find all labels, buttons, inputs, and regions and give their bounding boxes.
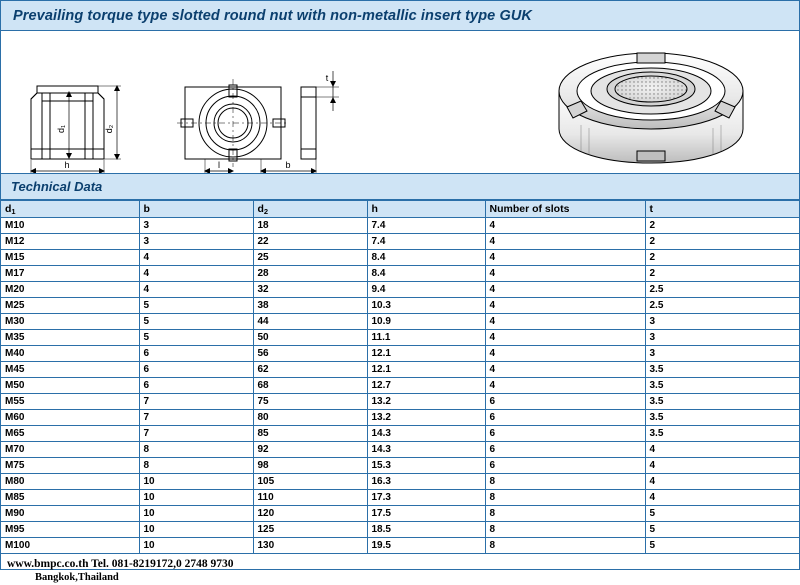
- table-cell: 50: [253, 330, 367, 346]
- table-cell: 17.5: [367, 506, 485, 522]
- table-cell: 3.5: [645, 394, 799, 410]
- table-cell: 3.5: [645, 426, 799, 442]
- table-cell: 105: [253, 474, 367, 490]
- table-cell: M90: [1, 506, 139, 522]
- table-cell: 7: [139, 410, 253, 426]
- table-row: [1, 266, 799, 282]
- table-cell: M10: [1, 218, 139, 234]
- table-cell: M75: [1, 458, 139, 474]
- table-cell: 2: [645, 250, 799, 266]
- table-cell: 28: [253, 266, 367, 282]
- column-header-slots: [485, 201, 645, 218]
- table-cell: 3: [139, 218, 253, 234]
- column-header-label: t: [649, 202, 653, 215]
- table-cell: 2: [645, 234, 799, 250]
- footer-contact: www.bmpc.co.th Tel. 081-8219172,0 2748 9730: [7, 558, 234, 570]
- column-header-d1: [1, 201, 139, 218]
- table-cell: 75: [253, 394, 367, 410]
- table-cell: M12: [1, 234, 139, 250]
- drawing-area: [1, 31, 799, 174]
- table-cell: 130: [253, 538, 367, 554]
- column-header-d2: [253, 201, 367, 218]
- column-header-sub: 2: [263, 206, 269, 216]
- dim-label-b: b: [285, 160, 291, 170]
- page-title: Prevailing torque type slotted round nut with non-metallic insert type GUK: [13, 7, 532, 24]
- table-cell: 5: [645, 522, 799, 538]
- table-cell: 19.5: [367, 538, 485, 554]
- table-cell: 110: [253, 490, 367, 506]
- table-cell: 56: [253, 346, 367, 362]
- table-row: [1, 298, 799, 314]
- table-cell: 6: [139, 362, 253, 378]
- table-cell: 62: [253, 362, 367, 378]
- table-cell: M50: [1, 378, 139, 394]
- table-cell: 6: [485, 410, 645, 426]
- table-cell: 4: [139, 282, 253, 298]
- table-row: [1, 522, 799, 538]
- table-cell: 4: [645, 458, 799, 474]
- column-header-t: [645, 201, 799, 218]
- technical-data-header: [1, 174, 799, 200]
- table-row: [1, 346, 799, 362]
- table-row: [1, 234, 799, 250]
- table-cell: M100: [1, 538, 139, 554]
- table-cell: M65: [1, 426, 139, 442]
- table-cell: 14.3: [367, 426, 485, 442]
- table-cell: 5: [139, 314, 253, 330]
- table-cell: 12.1: [367, 362, 485, 378]
- table-cell: M85: [1, 490, 139, 506]
- technical-data-table: [1, 200, 799, 554]
- table-cell: M60: [1, 410, 139, 426]
- table-cell: M55: [1, 394, 139, 410]
- table-cell: M70: [1, 442, 139, 458]
- column-header-label: Number of slots: [489, 202, 570, 215]
- table-cell: 6: [139, 346, 253, 362]
- table-cell: 8.4: [367, 250, 485, 266]
- column-header-label: d: [257, 202, 264, 215]
- table-cell: M25: [1, 298, 139, 314]
- technical-data-title: Technical Data: [11, 179, 103, 194]
- table-cell: 10.3: [367, 298, 485, 314]
- dim-label-l: l: [218, 160, 220, 170]
- table-cell: 6: [485, 394, 645, 410]
- table-cell: M17: [1, 266, 139, 282]
- table-cell: 4: [485, 218, 645, 234]
- table-cell: 10: [139, 538, 253, 554]
- table-cell: 4: [485, 378, 645, 394]
- table-cell: M45: [1, 362, 139, 378]
- table-cell: 13.2: [367, 410, 485, 426]
- dim-label-d1: d₁: [56, 124, 66, 134]
- table-cell: 32: [253, 282, 367, 298]
- table-cell: 5: [645, 538, 799, 554]
- table-cell: 5: [139, 330, 253, 346]
- table-row: [1, 314, 799, 330]
- table-row: [1, 330, 799, 346]
- table-cell: 4: [485, 282, 645, 298]
- table-cell: 3.5: [645, 362, 799, 378]
- table-cell: 3: [139, 234, 253, 250]
- table-cell: 7.4: [367, 234, 485, 250]
- table-header-row: [1, 201, 799, 218]
- column-header-h: [367, 201, 485, 218]
- table-row: [1, 362, 799, 378]
- table-row: [1, 410, 799, 426]
- table-cell: 18.5: [367, 522, 485, 538]
- table-cell: 5: [139, 298, 253, 314]
- table-cell: 16.3: [367, 474, 485, 490]
- table-cell: 4: [139, 250, 253, 266]
- table-cell: M30: [1, 314, 139, 330]
- table-cell: 38: [253, 298, 367, 314]
- table-cell: 5: [645, 506, 799, 522]
- table-row: [1, 458, 799, 474]
- table-cell: 9.4: [367, 282, 485, 298]
- table-cell: 6: [485, 442, 645, 458]
- table-row: [1, 378, 799, 394]
- table-row: [1, 474, 799, 490]
- table-cell: 120: [253, 506, 367, 522]
- table-cell: 4: [485, 314, 645, 330]
- table-cell: 15.3: [367, 458, 485, 474]
- table-cell: 10: [139, 474, 253, 490]
- dim-label-t: t: [325, 73, 329, 83]
- isometric-view-drawing: [541, 33, 791, 173]
- table-row: [1, 394, 799, 410]
- table-cell: M80: [1, 474, 139, 490]
- table-cell: 10: [139, 490, 253, 506]
- table-cell: 6: [485, 458, 645, 474]
- table-cell: 4: [485, 266, 645, 282]
- table-row: [1, 538, 799, 554]
- table-cell: 8: [139, 458, 253, 474]
- table-cell: M20: [1, 282, 139, 298]
- footer-location: Bangkok,Thailand: [35, 572, 119, 583]
- table-cell: 3.5: [645, 410, 799, 426]
- table-cell: 7: [139, 394, 253, 410]
- table-cell: 12.7: [367, 378, 485, 394]
- table-cell: 25: [253, 250, 367, 266]
- table-cell: M15: [1, 250, 139, 266]
- table-cell: 8.4: [367, 266, 485, 282]
- table-cell: 12.1: [367, 346, 485, 362]
- table-cell: M35: [1, 330, 139, 346]
- table-cell: 10: [139, 506, 253, 522]
- dim-label-d2: d₂: [104, 124, 114, 134]
- table-cell: 4: [485, 346, 645, 362]
- table-cell: 3.5: [645, 378, 799, 394]
- table-cell: 4: [485, 362, 645, 378]
- table-cell: 2: [645, 218, 799, 234]
- column-header-label: h: [371, 202, 378, 215]
- table-cell: 44: [253, 314, 367, 330]
- table-cell: 2: [645, 266, 799, 282]
- table-cell: 8: [485, 506, 645, 522]
- front-view-drawing: [161, 31, 461, 173]
- dim-label-h: h: [64, 160, 70, 170]
- table-cell: 8: [485, 490, 645, 506]
- table-cell: 2.5: [645, 298, 799, 314]
- table-cell: 4: [485, 234, 645, 250]
- table-row: [1, 506, 799, 522]
- table-cell: 4: [645, 490, 799, 506]
- table-cell: 17.3: [367, 490, 485, 506]
- table-cell: 85: [253, 426, 367, 442]
- table-cell: 98: [253, 458, 367, 474]
- table-cell: 4: [485, 250, 645, 266]
- table-cell: M40: [1, 346, 139, 362]
- table-cell: 4: [485, 330, 645, 346]
- table-row: [1, 490, 799, 506]
- section-view-drawing: [9, 31, 159, 173]
- table-cell: 125: [253, 522, 367, 538]
- table-cell: 7.4: [367, 218, 485, 234]
- column-header-label: d: [5, 202, 12, 215]
- table-body: [1, 218, 799, 554]
- table-cell: 4: [139, 266, 253, 282]
- table-cell: 18: [253, 218, 367, 234]
- table-cell: 11.1: [367, 330, 485, 346]
- table-cell: 8: [485, 522, 645, 538]
- table-cell: 6: [485, 426, 645, 442]
- table-cell: 13.2: [367, 394, 485, 410]
- table-row: [1, 282, 799, 298]
- table-row: [1, 218, 799, 234]
- table-cell: M95: [1, 522, 139, 538]
- table-row: [1, 426, 799, 442]
- table-cell: 6: [139, 378, 253, 394]
- table-cell: 8: [485, 538, 645, 554]
- table-row: [1, 442, 799, 458]
- table-cell: 4: [645, 442, 799, 458]
- table-cell: 7: [139, 426, 253, 442]
- table-cell: 92: [253, 442, 367, 458]
- table-cell: 8: [139, 442, 253, 458]
- table-cell: 10.9: [367, 314, 485, 330]
- column-header-b: [139, 201, 253, 218]
- table-cell: 68: [253, 378, 367, 394]
- table-cell: 3: [645, 330, 799, 346]
- column-header-sub: 1: [11, 206, 16, 216]
- table-cell: 2.5: [645, 282, 799, 298]
- table-cell: 8: [485, 474, 645, 490]
- table-cell: 22: [253, 234, 367, 250]
- column-header-label: b: [143, 202, 150, 215]
- table-cell: 14.3: [367, 442, 485, 458]
- table-cell: 3: [645, 346, 799, 362]
- table-cell: 10: [139, 522, 253, 538]
- table-cell: 3: [645, 314, 799, 330]
- table-cell: 4: [645, 474, 799, 490]
- table-cell: 4: [485, 298, 645, 314]
- table-row: [1, 250, 799, 266]
- table-cell: 80: [253, 410, 367, 426]
- page-title-bar: [1, 1, 799, 31]
